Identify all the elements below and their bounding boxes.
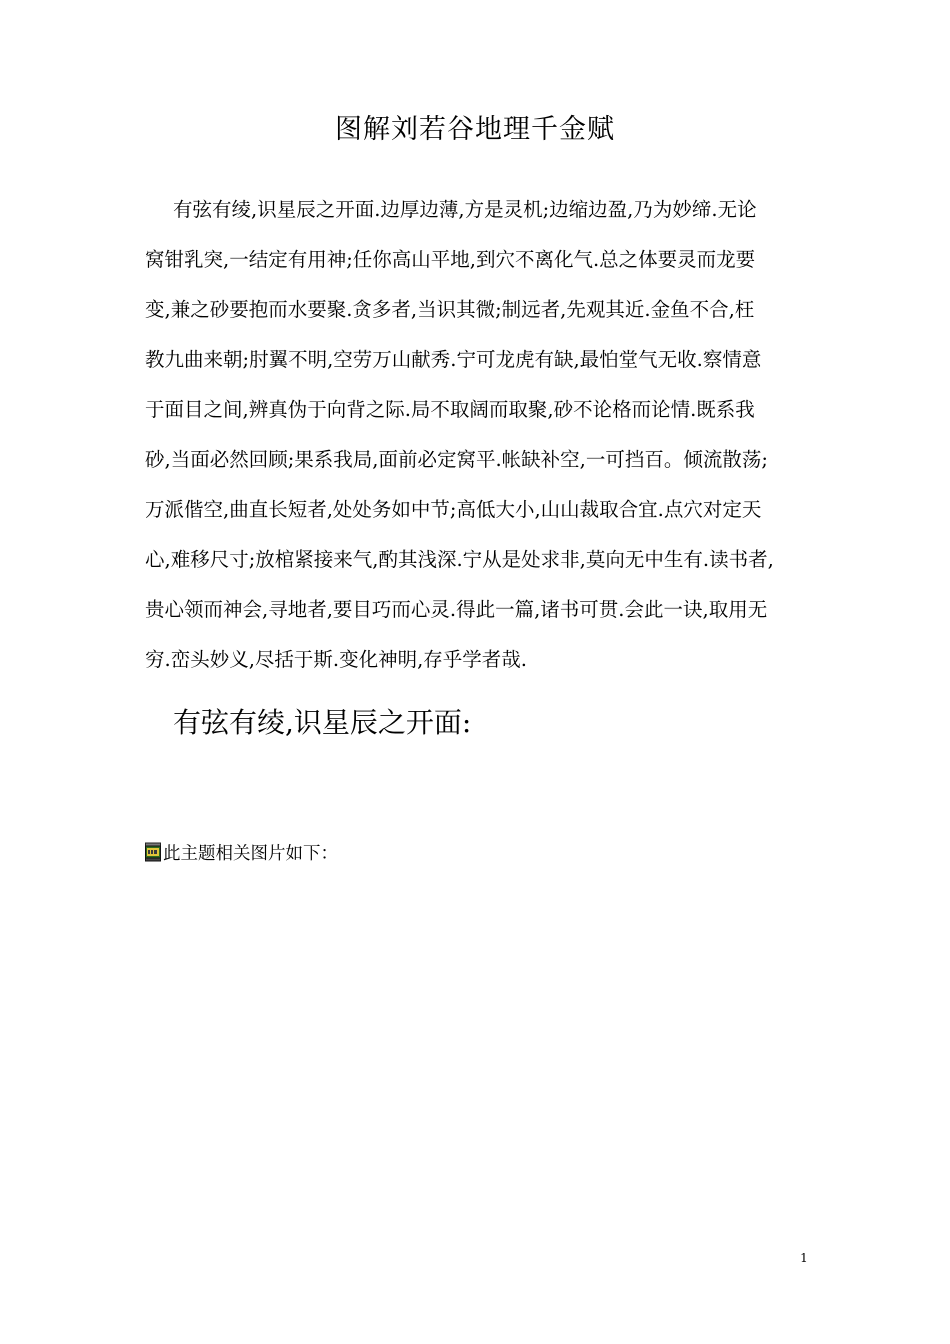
page-number: 1 — [800, 1251, 808, 1265]
picture-icon — [145, 842, 162, 862]
body-line: 窝钳乳突,一结定有用神;任你高山平地,到穴不离化气.总之体要灵而龙要 — [145, 248, 756, 271]
body-line: 于面目之间,辨真伪于向背之际.局不取阔而取聚,砂不论格而论情.既系我 — [145, 398, 755, 421]
body-line: 有弦有绫,识星辰之开面.边厚边薄,方是灵机;边缩边盈,乃为妙缔.无论 — [173, 198, 757, 221]
body-line: 教九曲来朝;肘翼不明,空劳万山献秀.宁可龙虎有缺,最怕堂气无收.察情意 — [145, 348, 762, 371]
document-title: 图解刘若谷地理千金赋 — [335, 114, 615, 145]
body-line: 贵心领而神会,寻地者,要目巧而心灵.得此一篇,诸书可贯.会此一诀,取用无 — [145, 598, 768, 621]
body-line: 穷.峦头妙义,尽括于斯.变化神明,存乎学者哉. — [145, 648, 527, 671]
image-caption-text: 此主题相关图片如下： — [163, 843, 338, 864]
body-line: 变,兼之砂要抱而水要聚.贪多者,当识其微;制远者,先观其近.金鱼不合,枉 — [145, 298, 755, 321]
body-line: 砂,当面必然回顾;果系我局,面前必定窝平.帐缺补空,一可挡百。倾流散荡; — [145, 448, 768, 471]
section-heading: 有弦有绫,识星辰之开面: — [173, 706, 472, 739]
body-line: 万派偕空,曲直长短者,处处务如中节;高低大小,山山裁取合宜.点穴对定天 — [145, 498, 762, 521]
image-caption-row — [145, 839, 338, 865]
body-text — [145, 193, 825, 693]
body-line: 心,难移尺寸;放棺紧接来气,酌其浅深.宁从是处求非,莫向无中生有.读书者, — [145, 548, 774, 571]
